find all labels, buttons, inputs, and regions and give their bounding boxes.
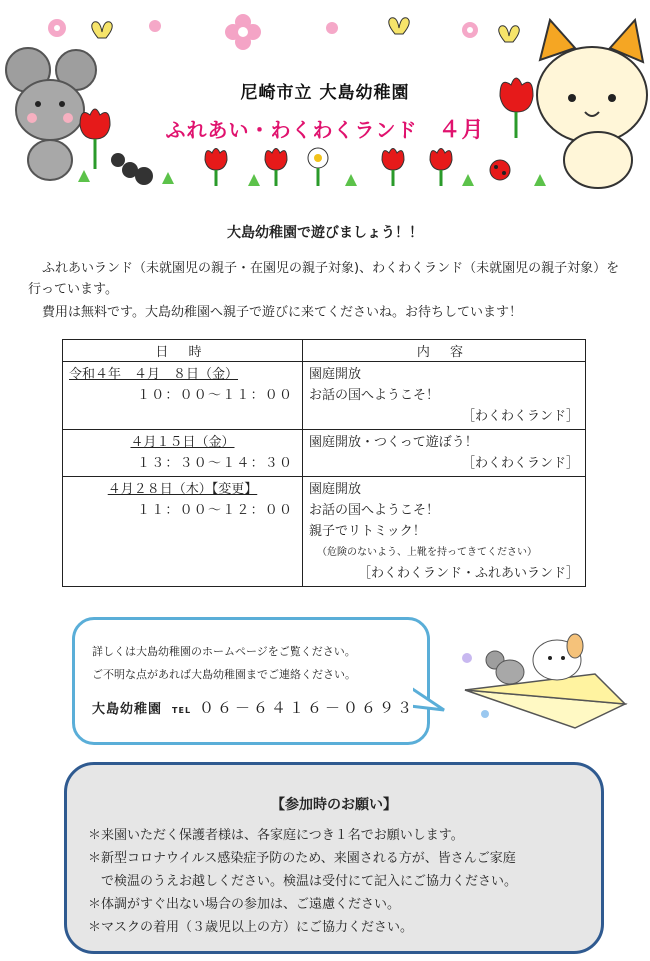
table-row (63, 477, 586, 587)
mouse-character-icon (486, 651, 524, 684)
program-tag: ［わくわくランド・ふれあいランド］ (357, 566, 579, 581)
event-name: ふれあい・わくわくランド (165, 118, 418, 142)
paper-plane-illustration (455, 628, 630, 738)
flower-garland-decoration (48, 14, 519, 50)
contents-cell (303, 477, 586, 587)
content-note: （危険のないよう、上靴を持ってきてください） (317, 547, 537, 558)
content-item: 園庭開放 (309, 482, 362, 497)
intro-paragraph-1: ふれあいランド（未就園児の親子・在園児の親子対象)、わくわくランド（未就園児の親子対象）を行っています。 (28, 261, 620, 297)
content-item: お話の国へようこそ！ (309, 388, 440, 403)
dog-character-icon (533, 634, 583, 680)
request-item: ＊来園いただく保護者様は、各家庭につき１名でお願いします。 (88, 828, 464, 843)
contents-cell (303, 430, 586, 477)
table-row (63, 362, 586, 430)
content-item: 園庭開放 (309, 367, 362, 382)
schedule-table (62, 339, 586, 587)
table-header-row (63, 340, 586, 362)
request-item: ＊新型コロナウイルス感染症予防のため、来園される方が、皆さんご家庭 (88, 851, 516, 866)
request-item: で検温のうえお越しください。検温は受付にて記入にご協力ください。 (88, 874, 518, 889)
contact-line-1: 詳しくは大島幼稚園のホームページをご覧ください。 (92, 645, 356, 658)
phone-number[interactable]: ０６－６４１６－０６９３ (199, 699, 416, 717)
intro-paragraph-2: 費用は無料です。大島幼稚園へ親子で遊びに来てくださいね。お待ちしています！ (42, 305, 522, 320)
event-title (0, 113, 650, 144)
header-datetime: 日 時 (63, 340, 303, 362)
datetime-cell (63, 477, 303, 587)
contact-phone (92, 697, 415, 718)
date: 令和４年 ４月 ８日（金） (69, 367, 239, 382)
request-item: ＊マスクの着用（３歳児以上の方）にご協力ください。 (88, 920, 414, 935)
request-item: ＊体調がすぐ出ない場合の参加は、ご遠慮ください。 (88, 897, 401, 912)
contact-line-2: ご不明な点があれば大島幼稚園までご連絡ください。 (92, 668, 356, 681)
header-contents: 内 容 (303, 340, 586, 362)
tel-label: TEL (172, 706, 192, 715)
intro-heading: 大島幼稚園で遊びましょう！！ (227, 225, 423, 241)
ant-icon (111, 153, 153, 185)
content-item: 園庭開放・つくって遊ぼう！ (309, 435, 478, 450)
time: １１：００～１２：００ (137, 503, 294, 518)
program-tag: ［わくわくランド］ (461, 409, 579, 424)
date: ４月１５日（金） (130, 435, 235, 450)
content-item: 親子でリトミック！ (309, 524, 426, 539)
table-row (63, 430, 586, 477)
request-title: 【参加時のお願い】 (271, 797, 397, 813)
datetime-cell (63, 362, 303, 430)
datetime-cell (63, 430, 303, 477)
program-tag: ［わくわくランド］ (461, 456, 579, 471)
content-item: お話の国へようこそ！ (309, 503, 440, 518)
contents-cell (303, 362, 586, 430)
cat-character-icon (537, 20, 647, 188)
time: １０：００～１１：００ (137, 388, 294, 403)
event-month: ４月 (438, 118, 485, 143)
time: １３：３０～１４：３０ (137, 456, 294, 471)
school-name-title: 尼崎市立 大島幼稚園 (240, 83, 410, 103)
contact-name: 大島幼稚園 (92, 702, 163, 717)
date: ４月２８日（木）【変更】 (107, 482, 258, 497)
pink-flower-icon (225, 14, 261, 50)
ladybug-icon (490, 160, 510, 180)
